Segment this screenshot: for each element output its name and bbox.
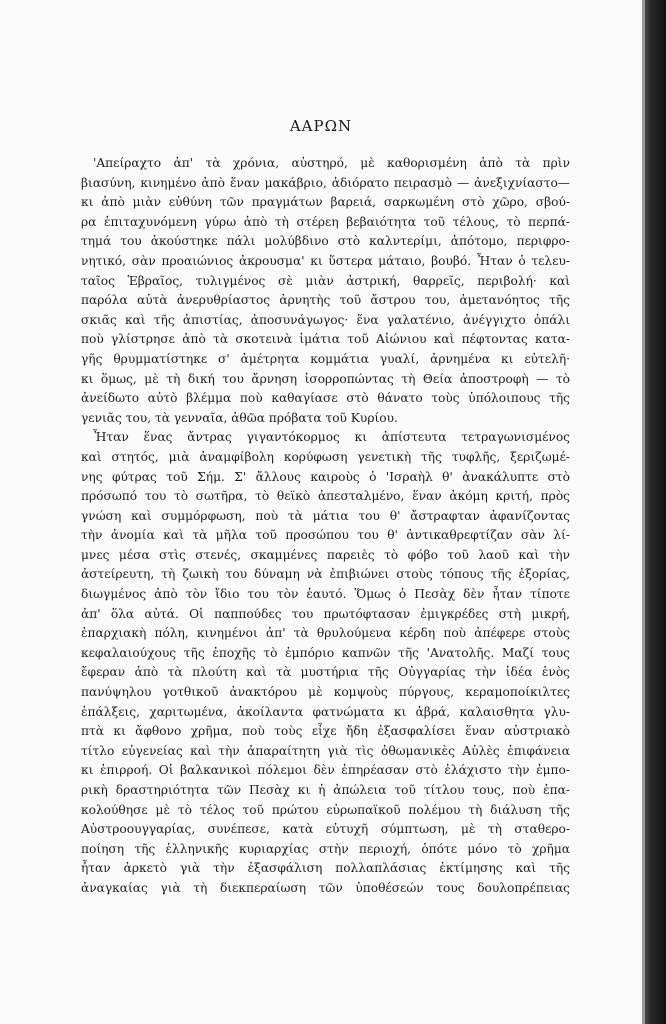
text-line: ἐπάλξεις, χαριτωμένα, ἀκοίλαντα φατνώματα κι ἀβρά, καλαισθητα γλυ-: [81, 704, 570, 719]
text-line: κεφαλαιούχους τῆς ἐποχῆς τὸ ἐμπόριο καπνῶν τῆς 'Ανατολῆς. Μαζί τους: [81, 645, 570, 660]
text-line: τημά του ἀκούστηκε πάλι μολύβδινο στὸ καλντερίμι, ἀπότομο, περιφρο-: [81, 234, 570, 249]
text-line: ἀναγκαίας γιὰ τὴ διεκπεραίωση τῶν ὑποθέσεών τους δουλοπρέπειας: [81, 880, 570, 895]
text-line: πανύψηλου γοτθικοῦ ἀνακτόρου μὲ κομψοὺς πύργους, κεραμοποίκιλτες: [81, 685, 570, 700]
text-line: κολούθησε μὲ τὸ τέλος τοῦ πρώτου εὐρωπαϊκοῦ πολέμου τὴ διάλυση τῆς: [81, 802, 570, 817]
text-line: ποὺ γλίστρησε ἀπὸ τὰ σκοτεινὰ ἱμάτια τοῦ Αἰώνιου καὶ πέφτοντας κατα-: [81, 332, 570, 347]
text-line: ἔφεραν ἀπὸ τὰ πλούτη καὶ τὰ μυστήρια τῆς Οὐγγαρίας τὴν ἰδέα ἑνὸς: [81, 665, 570, 680]
text-line: ἀστείρευτη, τὴ ζωικὴ του δύναμη νὰ ἐπιβιώνει στοὺς τόπους τῆς ἐξορίας,: [81, 567, 570, 582]
text-line: ἀνείδωτο αὐτὸ βλέμμα ποὺ καθαγίασε στὸ θάνατο τοὺς ὑπόλοιπους τῆς: [81, 391, 570, 406]
text-line: μνες μέσα στὶς στενές, σκαμμένες παρειὲς τὸ φόβο τοῦ λαοῦ καὶ τὴν: [81, 547, 570, 562]
text-line: σκιᾶς καὶ τῆς ἀπιστίας, ἀποσυνάγωγος· ἕνα γαλατένιο, ἀνέγγιχτο ὀπάλι: [81, 312, 570, 327]
text-line: πτὰ κι ἄφθονο χρῆμα, ποὺ τοὺς εἶχε ἤδη ἐξασφαλίσει ἕναν αὐστριακὸ: [81, 724, 570, 739]
text-line: ταῖος Ἑβραῖος, τυλιγμένος σὲ μιὰν ἀστρική, θαρρεῖς, περιβολή· καὶ: [81, 273, 570, 288]
text-line: καὶ στητός, μιὰ ἀναμφίβολη κορύφωση γενετικὴ τῆς τυφλῆς, ξεριζωμέ-: [81, 449, 570, 464]
text-line: 'Απείραχτο ἀπ' τὰ χρόνια, αὐστηρό, μὲ καθορισμένη ἀπὸ τὰ πρὶν: [93, 156, 570, 170]
text-line: παρόλα αὐτὰ ἀνερυθρίαστος ἀρνητὴς τοῦ ἄστρου του, ἀμετανόητος τῆς: [81, 293, 570, 308]
page-edge-shadow: [642, 0, 666, 1024]
text-line: γνώση καὶ συμμόρφωση, ποὺ τὰ μάτια του θ' ἄστραφταν ἀφανίζοντας: [81, 508, 570, 523]
text-line: ποίηση τῆς ἑλληνικῆς κυριαρχίας στὴν περιοχή, ὁπότε μόνο τὸ χρῆμα: [81, 841, 570, 856]
text-line: ἀπ' ὅλα αὐτά. Οἱ παππούδες του πρωτόφτασαν ἐμιγκρέδες στὴ μικρή,: [81, 606, 570, 621]
text-line: κι ἀπὸ μιὰν εὐθύνη τῶν πραγμάτων βαρειά, σαρκωμένη στὸ χῶρο, σβού-: [81, 195, 570, 210]
text-line: τίτλο εὐγενείας καὶ τὴν ἀπαραίτητη γιὰ τὶς ὀθωμανικὲς Αὐλὲς ἐπιφάνεια: [81, 743, 570, 758]
text-line: ἦταν ἀρκετὸ γιὰ τὴν ἐξασφάλιση πολλαπλάσιας ἐκτίμησης καὶ τῆς: [81, 861, 570, 876]
text-line: κι ὅμως, μὲ τὴ δική του ἄρνηση ἰσορροπώντας τὴ Θεία ἀποστροφὴ — τὸ: [81, 371, 570, 386]
text-line: γενιᾶς του, τὰ γενναῖα, ἀθῶα πρόβατα τοῦ Κυρίου.: [81, 410, 398, 425]
text-line: νητικό, σὰν προαιώνιος ἀκρουσμα' κι ὕστερα μάταιο, βουβό. Ἦταν ὁ τελευ-: [81, 253, 570, 268]
chapter-title: ΑΑΡΩΝ: [289, 117, 353, 135]
body-text: [81, 154, 570, 899]
text-line: κι ἐπιρροή. Οἱ βαλκανικοὶ πόλεμοι δὲν ἐπηρέασαν στὸ ἐλάχιστο τὴν ἐμπο-: [81, 763, 570, 778]
text-line: βιασύνη, κινημένο ἀπὸ ἕναν μακάβριο, ἀδιόρατο πειρασμὸ — ἀνεξιχνίαστο—: [81, 175, 570, 190]
text-line: τὴν ἀνομία καὶ τὰ μῆλα τοῦ προσώπου του θ' ἀντικαθρεφτίζαν σὰν λί-: [81, 528, 570, 543]
text-line: νης φύτρας τοῦ Σήμ. Σ' ἄλλους καιροὺς ὁ 'Ισραὴλ θ' ἀνακάλυπτε στὸ: [81, 469, 570, 484]
text-line: ρα ἐπιταχυνόμενη γύρω ἀπὸ τὴ στέρεη βεβαιότητα τοῦ τέλους, τὸ περπά-: [81, 214, 570, 229]
text-line: διωγμένος ἀπὸ τὸν ἴδιο του τὸν ἑαυτό. Ὅμως ὁ Πεσὰχ δὲν ἦταν τίποτε: [81, 587, 570, 602]
text-line: ρικὴ δραστηριότητα τῶν Πεσὰχ κι ἡ ἀπώλεια τοῦ τίτλου τους, ποὺ ἐπα-: [81, 783, 570, 797]
text-line: γῆς θρυμματίστηκε σ' ἀμέτρητα κομμάτια γυαλί, ἀρνημένα κι εὐτελῆ·: [81, 351, 570, 366]
text-line: ἐπαρχιακὴ πόλη, κινημένοι ἀπ' τὰ θρυλούμενα κέρδη ποὺ ἀπέφερε στοὺς: [81, 626, 570, 641]
text-line: Ἦταν ἕνας ἄντρας γιγαντόκορμος κι ἀπίστευτα τετραγωνισμένος: [93, 430, 570, 445]
text-line: Αὐστροουγγαρίας, συνέπεσε, κατὰ εὐτυχῆ σύμπτωση, μὲ τὴ σταθερο-: [81, 822, 570, 837]
text-line: πρόσωπό του τὸ σωτῆρα, τὸ θεϊκὸ ἀπεσταλμένο, ἕναν ἀκόμη κριτή, πρὸς: [81, 489, 570, 504]
